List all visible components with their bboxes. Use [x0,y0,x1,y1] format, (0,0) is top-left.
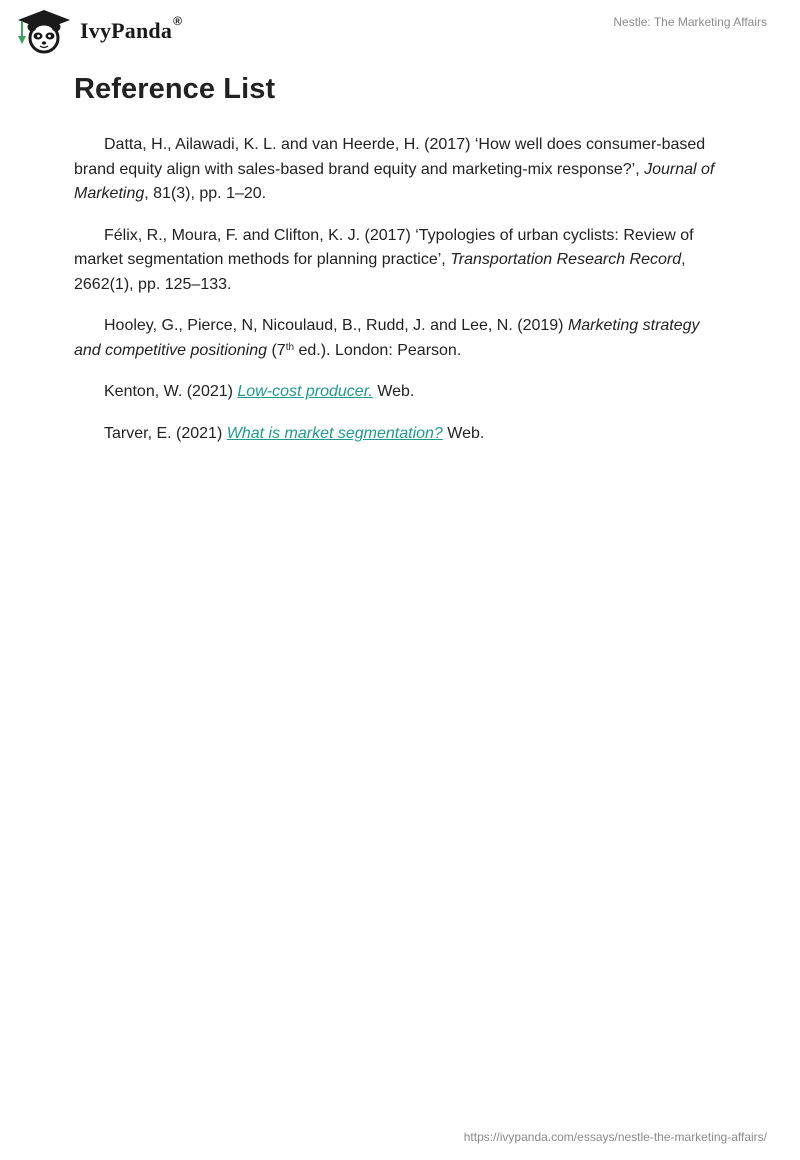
reference-item: Kenton, W. (2021) Low-cost producer. Web. [104,383,415,400]
document-title: Nestle: The Marketing Affairs [613,15,767,29]
journal-title: Transportation Research Record [450,251,682,268]
reference-item: Datta, H., Ailawadi, K. L. and van Heerde, H. (2017) ‘How well does consumer-based brand equity align with sales-based brand equity and marketing-mix response?’, Journal of Marketing, 81(3), pp. 1–20. [74,136,715,202]
panda-graduation-cap-icon [14,8,74,54]
footer-url: https://ivypanda.com/essays/nestle-the-marketing-affairs/ [463,1130,767,1144]
reference-item: Tarver, E. (2021) What is market segmentation? Web. [104,424,485,442]
book-title: Marketing strategy and competitive positioning [74,317,700,359]
page-title: Reference List [74,73,276,105]
registered-mark: ® [173,14,183,28]
reference-link-market-segmentation[interactable]: What is market segmentation? [226,424,443,442]
brand-name: IvyPanda® [80,14,183,43]
reference-item: Hooley, G., Pierce, N, Nicoulaud, B., Rudd, J. and Lee, N. (2019) Marketing strategy and competitive positioning (7th ed.). London: Pearson. [74,317,700,359]
journal-title: Journal of Marketing [74,160,715,202]
ivypanda-logo[interactable] [14,8,182,54]
reference-link-low-cost-producer[interactable]: Low-cost producer. [237,383,373,400]
edition-superscript: th [285,341,295,353]
page-header [0,0,800,60]
reference-item: Félix, R., Moura, F. and Clifton, K. J. (2017) ‘Typologies of urban cyclists: Review of market segmentation methods for planning practice’, Transportation Research Record, 2662(1), pp. 125–133. [74,226,694,293]
reference-list [74,133,730,463]
